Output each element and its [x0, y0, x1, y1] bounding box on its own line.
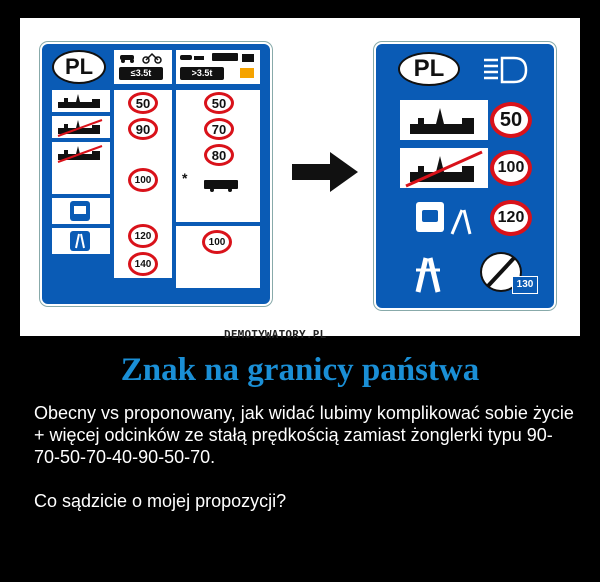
- arrow-right-icon: [290, 150, 360, 194]
- watermark: DEMOTYWATORY.PL: [224, 328, 327, 341]
- row-motorway: [52, 228, 110, 254]
- current-sign: [40, 42, 272, 306]
- motorway-icon: [52, 228, 110, 254]
- row-outside-built-up: [52, 116, 110, 138]
- speed-limit-sign: 80: [204, 144, 234, 166]
- speed-limit-sign: 100: [490, 150, 532, 186]
- header-light-vehicles: [114, 50, 172, 84]
- speed-limit-sign: 100: [202, 230, 232, 254]
- town-end-icon: [400, 148, 488, 188]
- expressway-icon: [52, 198, 110, 224]
- row-built-up-area: [400, 100, 488, 140]
- town-end-icon: [52, 142, 110, 164]
- town-icon: [400, 100, 488, 140]
- expressway-icon: [412, 198, 482, 240]
- speed-limit-sign: 140: [128, 252, 158, 276]
- town-end-icon: [52, 116, 110, 138]
- speed-limit-sign: 120: [490, 200, 532, 236]
- speed-limit-sign: 70: [204, 118, 234, 140]
- motorway-limit-plate: 130: [512, 276, 538, 294]
- speed-limit-sign: 50: [128, 92, 158, 114]
- row-outside-built-up: [400, 148, 488, 188]
- asterisk: *: [182, 170, 188, 186]
- weight-label-heavy: >3.5t: [180, 67, 224, 80]
- weight-label-light: ≤3.5t: [119, 67, 163, 80]
- proposed-sign: [374, 42, 556, 310]
- row-outside-built-up-dual: [52, 142, 110, 194]
- row-expressway: [52, 198, 110, 224]
- image-frame: [20, 18, 580, 336]
- country-oval: PL: [398, 52, 460, 86]
- country-oval: PL: [52, 50, 106, 84]
- header-heavy-vehicles: [176, 50, 260, 84]
- speed-limit-sign: 120: [128, 224, 158, 248]
- headlights-icon: [480, 54, 530, 86]
- speed-limit-sign: 50: [490, 102, 532, 138]
- bus-icon: [202, 178, 242, 192]
- post-body: Obecny vs proponowany, jak widać lubimy komplikować sobie życie + więcej odcinków ze stałą prędkością zamiast żonglerki typu 90-70-50-70-40-90-50-70. Co sądzicie o mojej propozycji?: [34, 403, 574, 511]
- speed-limit-sign: 90: [128, 118, 158, 140]
- speed-limit-sign: 50: [204, 92, 234, 114]
- speed-limit-sign: 100: [128, 168, 158, 192]
- row-built-up-area: [52, 90, 110, 112]
- post-title: Znak na granicy państwa: [120, 352, 480, 388]
- town-icon: [52, 90, 110, 112]
- motorway-icon: [412, 252, 452, 294]
